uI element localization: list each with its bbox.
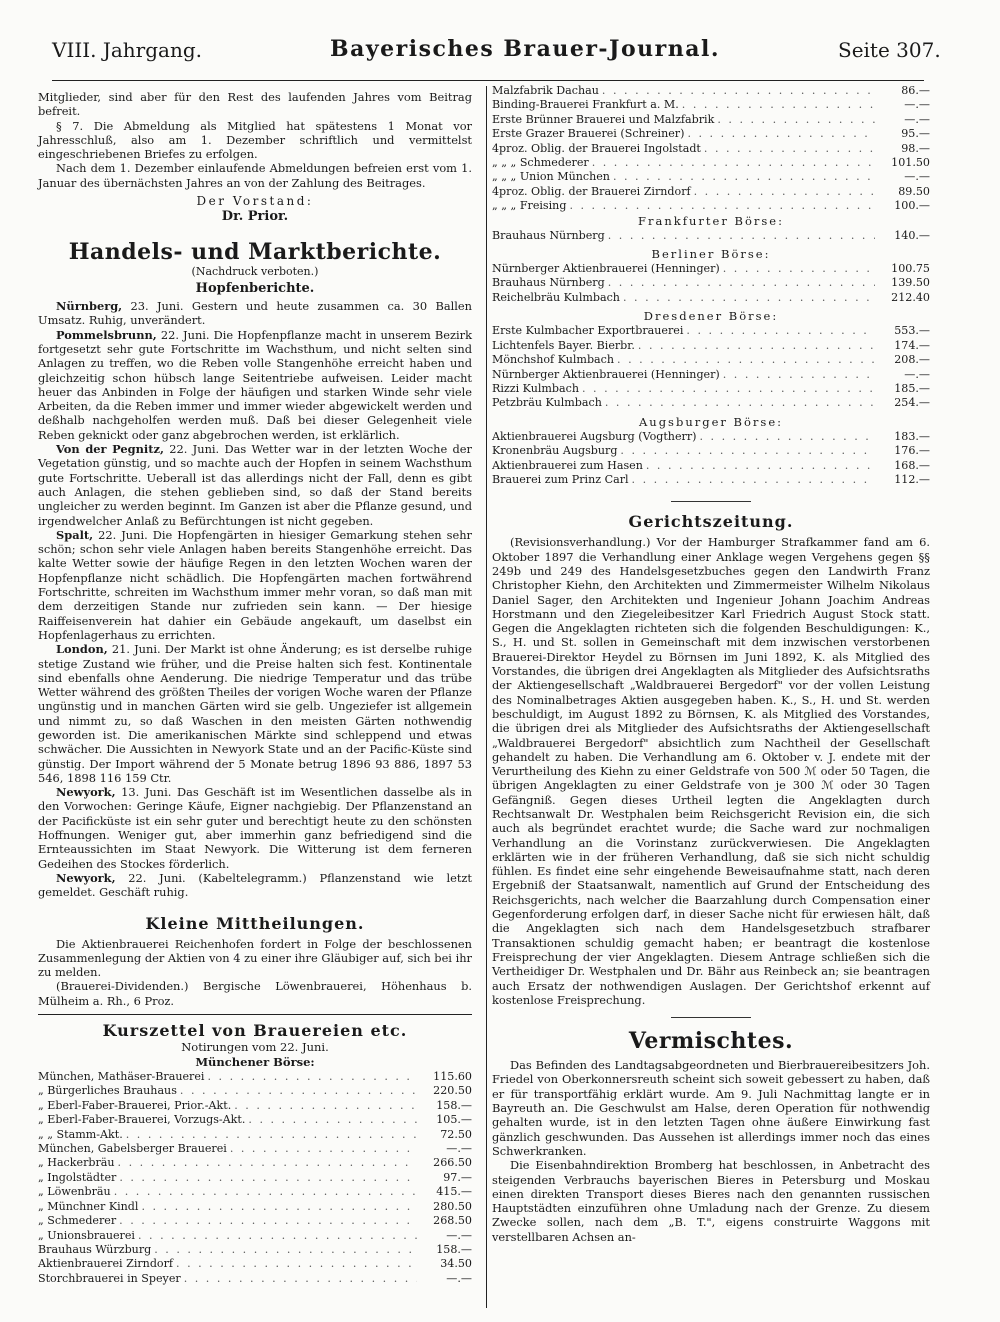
quote-value: 212.40	[891, 290, 930, 304]
quote-name: „ Bürgerliches Brauhaus	[38, 1084, 177, 1098]
report-place: Newyork,	[56, 785, 116, 800]
section-title-gerichtszeitung: Gerichtszeitung.	[628, 512, 794, 532]
quote-name: 4proz. Oblig. der Brauerei Zirndorf	[492, 184, 691, 198]
quote-value: —.—	[446, 1142, 472, 1156]
header-rule	[52, 80, 924, 81]
quote-name: Brauhaus Würzburg	[38, 1242, 152, 1256]
left-column	[38, 90, 472, 1286]
quote-value: 34.50	[440, 1257, 472, 1271]
quote-row	[492, 98, 930, 112]
quote-row	[38, 1214, 472, 1228]
right-column	[492, 84, 930, 1244]
quote-value: 105.—	[436, 1113, 472, 1127]
report-place: Von der Pegnitz,	[56, 442, 164, 457]
quote-value: 100.75	[891, 262, 930, 276]
quote-name: „ Ingolstädter	[38, 1170, 117, 1184]
journal-title: Bayerisches Brauer-Journal.	[330, 36, 720, 62]
report-paragraph: Newyork, 13. Juni. Das Geschäft ist im Wesentlichen dasselbe als in den Vorwochen: Geringe Käufe, Eigner nachgiebig. Der Pflanzenstand an der Pacificküste ist ein sehr guter und berechtigt heute zu den schönsten Hoffnungen. Weniger gut, aber immerhin ganz befriedigend sind die Ernteaussichten im Staat Newyork. Die Witterung ist dem ferneren Gedeihen des Stockes förderlich.	[38, 785, 472, 871]
misc-paragraph: Die Eisenbahndirektion Bromberg hat beschlossen, in Anbetracht des steigenden Verbrauchs bayerischen Bieres in Petersburg und Moskau einen direkten Transport dieses Bieres nach den genannten russischen Hauptstädten einzuführen ohne Umladung nach der Grenze. Zu diesem Zwecke sollen, nach dem „B. T.", eigens construirte Waggons mit verstellbaren Achsen an-	[492, 1158, 930, 1244]
quote-value: 115.60	[433, 1070, 472, 1084]
report-place: Newyork,	[56, 870, 116, 885]
page-number: Seite 307.	[838, 38, 941, 62]
quote-name: Erste Kulmbacher Exportbrauerei	[492, 324, 684, 338]
page-header	[0, 30, 1000, 80]
news-paragraph: (Brauerei-Dividenden.) Bergische Löwenbrauerei, Höhenhaus b. Mülheim a. Rh., 6 Proz.	[38, 979, 472, 1008]
quote-value: 185.—	[894, 381, 930, 395]
quote-row	[492, 127, 930, 141]
quote-row	[492, 459, 930, 473]
quote-name: Binding-Brauerei Frankfurt a. M.	[492, 98, 679, 112]
report-paragraph: Spalt, 22. Juni. Die Hopfengärten in hiesiger Gemarkung stehen sehr schön; schon sehr viele Anlagen haben bereits Stangenhöhe erreicht. Das kalte Wetter sowie der häufige Regen in den letzten Wochen waren der Hopfenpflanze nicht schädlich. Die Hopfengärten machen fortwährend Fortschritte, schreiten im Wachsthum immer mehr voran, so daß man mit dem derzeitigen Stande nur zufrieden sein kann. — Der hiesige Raiffeisenverein hat dahier ein Gebäude angekauft, um daselbst ein Hopfenlagerhaus zu errichten.	[38, 527, 472, 642]
section-title-kurszettel: Kurszettel von Brauereien etc.	[102, 1021, 408, 1041]
exchange-label: Dresdener Börse:	[643, 309, 779, 324]
quote-value: 176.—	[894, 444, 930, 458]
quote-value: 98.—	[901, 141, 930, 155]
quote-name: Rizzi Kulmbach	[492, 381, 579, 395]
quotation-date: Notirungen vom 22. Juni.	[181, 1040, 329, 1055]
quote-value: 158.—	[436, 1098, 472, 1112]
exchange-label: Frankfurter Börse:	[638, 213, 784, 228]
quote-row	[492, 84, 930, 98]
quote-row	[492, 368, 930, 382]
quote-row	[492, 339, 930, 353]
quote-value: —.—	[446, 1228, 472, 1242]
news-paragraph: Die Aktienbrauerei Reichenhofen fordert in Folge der beschlossenen Zusammenlegung der Aktien von 4 zu einer ihre Gläubiger auf, sich bei ihr zu melden.	[38, 936, 472, 980]
volume-label: VIII. Jahrgang.	[52, 38, 203, 62]
quote-name: „ Eberl-Faber-Brauerei, Vorzugs-Akt.	[38, 1113, 246, 1127]
quote-row	[492, 430, 930, 444]
report-paragraph: Newyork, 22. Juni. (Kabeltelegramm.) Pflanzenstand wie letzt gemeldet. Geschäft ruhig.	[38, 870, 472, 900]
quote-name: Mönchshof Kulmbach	[492, 353, 615, 367]
quote-value: 415.—	[436, 1185, 472, 1199]
quote-value: 72.50	[440, 1127, 472, 1141]
quote-name: Brauerei zum Prinz Carl	[492, 472, 629, 486]
report-paragraph: Nürnberg, 23. Juni. Gestern und heute zusammen ca. 30 Ballen Umsatz. Ruhig, unverändert.	[38, 299, 472, 328]
exchange-label: Augsburger Börse:	[638, 414, 783, 429]
quote-value: 100.—	[894, 199, 930, 213]
quote-value: —.—	[904, 367, 930, 381]
quote-row	[38, 1128, 472, 1142]
exchange-label: Münchener Börse:	[195, 1055, 315, 1070]
report-place: London,	[56, 642, 108, 657]
quote-table-misc	[492, 84, 930, 214]
quote-name: „ „ „ Schmederer	[492, 156, 589, 170]
quote-value: 158.—	[436, 1242, 472, 1256]
quote-row	[492, 229, 930, 243]
quote-row	[492, 170, 930, 184]
quote-row	[492, 156, 930, 170]
quote-value: 112.—	[894, 472, 930, 486]
quote-name: Nürnberger Aktienbrauerei (Henninger)	[492, 367, 720, 381]
quote-row	[492, 113, 930, 127]
quote-name: Erste Grazer Brauerei (Schreiner)	[492, 127, 685, 141]
section-title-kleine-mittheilungen: Kleine Mittheilungen.	[145, 913, 365, 933]
quote-value: 97.—	[443, 1170, 472, 1184]
quote-row	[492, 185, 930, 199]
quote-name: Lichtenfels Bayer. Bierbr.	[492, 338, 635, 352]
quote-name: „ Schmederer	[38, 1214, 117, 1228]
report-place: Nürnberg,	[56, 299, 123, 314]
quote-row	[492, 382, 930, 396]
quote-value: 86.—	[901, 84, 930, 97]
intro-paragraph: Nach dem 1. Dezember einlaufende Abmeldungen befreien erst vom 1. Januar des übernächsten Jahres an von der Zahlung des Beitrages.	[38, 161, 472, 190]
exchange-label: Berliner Börse:	[651, 247, 771, 262]
vorstand-label: Der Vorstand:	[196, 194, 314, 209]
quote-value: 139.50	[891, 276, 930, 290]
report-paragraph: Pommelsbrunn, 22. Juni. Die Hopfenpflanze macht in unserem Bezirk fortgesetzt sehr gute Fortschritte im Wachsthum, und nicht selten sind Anlagen zu treffen, wo die Reben volle Stangenhöhe erreicht haben und gleichzeitig schon hübsch lange Seitentriebe aufweisen. Leider macht heuer das Anbinden in Folge der häufigen und starken Winde sehr viele Arbeiten, da die Reben immer und immer wieder abgewickelt werden und deßhalb nachgeholfen werden muß. Daß bei dieser Gelegenheit viele Reben geknickt oder ganz abgebrochen werden, ist erklärlich.	[38, 327, 472, 442]
quote-value: —.—	[904, 112, 930, 126]
quote-value: 268.50	[433, 1214, 472, 1228]
quote-value: 89.50	[898, 184, 930, 198]
quote-value: —.—	[904, 98, 930, 112]
quote-name: Aktienbrauerei zum Hasen	[492, 458, 643, 472]
quote-row	[38, 1099, 472, 1113]
quote-value: 183.—	[894, 429, 930, 443]
quote-name: „ „ Stamm-Akt.	[38, 1127, 123, 1141]
quote-row	[38, 1185, 472, 1199]
quote-value: 254.—	[894, 396, 930, 410]
quote-value: 168.—	[894, 458, 930, 472]
quote-value: 101.50	[891, 156, 930, 170]
quote-row	[38, 1084, 472, 1098]
report-place: Spalt,	[56, 527, 94, 542]
quote-name: „ Löwenbräu	[38, 1185, 111, 1199]
quote-row	[38, 1272, 472, 1286]
quote-name: Reichelbräu Kulmbach	[492, 290, 620, 304]
quote-value: 220.50	[433, 1084, 472, 1098]
quote-row	[492, 199, 930, 213]
quote-value: —.—	[904, 170, 930, 184]
intro-paragraph: § 7. Die Abmeldung als Mitglied hat spätestens 1 Monat vor Jahresschluß, also am 1. Dezember schriftlich und vermittelst eingeschriebenen Briefes zu erfolgen.	[38, 118, 472, 162]
quote-name: Storchbrauerei in Speyer	[38, 1271, 181, 1285]
quote-name: Brauhaus Nürnberg	[492, 228, 605, 242]
quote-name: „ Unionsbrauerei	[38, 1228, 135, 1242]
quote-row	[492, 396, 930, 410]
section-title-vermischtes: Vermischtes.	[628, 1028, 794, 1055]
quote-name: Nürnberger Aktienbrauerei (Henninger)	[492, 262, 720, 276]
quote-value: 95.—	[901, 127, 930, 141]
quote-name: „ Eberl-Faber-Brauerei, Prior.-Akt.	[38, 1098, 232, 1112]
quote-name: München, Mathäser-Brauerei	[38, 1070, 205, 1084]
quote-row	[492, 276, 930, 290]
quote-value: 553.—	[894, 324, 930, 338]
quote-name: 4proz. Oblig. der Brauerei Ingolstadt	[492, 141, 701, 155]
quote-row	[38, 1070, 472, 1084]
quote-row	[492, 262, 930, 276]
section-title-handelsberichte: Handels- und Marktberichte.	[68, 239, 442, 266]
quote-row	[492, 324, 930, 338]
quote-row	[38, 1200, 472, 1214]
court-report-paragraph: (Revisionsverhandlung.) Vor der Hamburger Strafkammer fand am 6. Oktober 1897 die Verhandlung einer Anklage wegen Vergehens gegen §§ 249b und 249 des Handelsgesetzbuches gegen den Landwirth Franz Christopher Kiehn, den Architekten und Zimmermeister Wilhelm Nikolaus Daniel Sager, den Architekten und Ingenieur Johann Joachim Andreas Horstmann und den Ziegeleibesitzer Karl Friedrich August Stock statt. Gegen die Angeklagten richteten sich die folgenden Beschuldigungen: K., S., H. und St. sollen in Gemeinschaft mit dem inzwischen verstorbenen Brauerei-Direktor Heydel zu Börnsen im Juni 1892, K. als Mitglied des Vorstandes, die übrigen drei Angeklagten als Mitglieder des Aufsichtsraths der Aktiengesellschaft „Waldbrauerei Bergedorf" vor der vollen Leistung des Nominalbetrages Aktien ausgegeben haben. K., S., H. und St. werden beschuldigt, im August 1892 zu Börnsen, K. als Mitglied des Vorstandes, die übrigen drei als Mitglieder des Aufsichtsraths der Aktiengesellschaft „Waldbrauerei Bergedorf" absichtlich zum Nachtheil der Gesellschaft gehandelt zu haben. Die Verhandlung am 6. Oktober v. J. endete mit der Verurtheilung des Kiehn zu einer Geldstrafe von 500 ℳ oder 50 Tagen, die übrigen Angeklagten zu einer Geldstrafe von je 300 ℳ oder 30 Tagen Gefängniß. Gegen dieses Urtheil legten die Angeklagten durch Rechtsanwalt Dr. Westphalen beim Reichsgericht Revision ein, die sich auch als begründet erachtet wurde; die Sache ward zur nochmaligen Verhandlung an die Vorinstanz zurückverwiesen. Die Angeklagten erklärten wie in der früheren Verhandlung, daß sie sich nicht schuldig fühlen. Es findet eine sehr eingehende Beweisaufnahme statt, nach deren Ergebniß der Staatsanwalt, namentlich auf Grund der Entscheidung des Reichsgerichts, nach welcher die Baarzahlung durch Compensation einer Gegenforderung erfolgen darf, in dieser Sache nicht für erwiesen hält, daß die Angeklagten sich nach dem Handelsgesetzbuch strafbarer Transaktionen schuldig gemacht haben; er beantragt die kostenlose Freisprechung der vier Angeklagten. Diesem Antrage schließen sich die Vertheidiger Dr. Westphalen und Dr. Bähr aus Reinbeck an; sie beantragen auch Ersatz der nothwendigen Auslagen. Der Gerichtshof erkennt auf kostenlose Freisprechung.	[492, 535, 930, 1007]
quote-row	[38, 1229, 472, 1243]
quote-row	[492, 353, 930, 367]
quote-name: Kronenbräu Augsburg	[492, 444, 618, 458]
quote-value: 280.50	[433, 1199, 472, 1213]
quote-name: Petzbräu Kulmbach	[492, 396, 602, 410]
quote-row	[38, 1142, 472, 1156]
quote-name: „ Münchner Kindl	[38, 1199, 139, 1213]
vorstand-name: Dr. Prior.	[221, 209, 289, 225]
quote-value: —.—	[446, 1271, 472, 1285]
quote-name: „ „ „ Freising	[492, 199, 567, 213]
quote-row	[38, 1113, 472, 1127]
quote-row	[38, 1243, 472, 1257]
column-divider	[486, 86, 487, 1308]
report-place: Pommelsbrunn,	[56, 327, 157, 342]
quote-name: München, Gabelsberger Brauerei	[38, 1142, 227, 1156]
quote-name: Erste Brünner Brauerei und Malzfabrik	[492, 112, 715, 126]
reprint-note: (Nachdruck verboten.)	[191, 265, 319, 279]
misc-paragraph: Das Befinden des Landtagsabgeordneten und Bierbrauereibesitzers Joh. Friedel von Oberkonnersreuth scheint sich soweit gebessert zu haben, daß er für transportfähig erklärt wurde. Am 9. Juli Nachmittag langte er in Bayreuth an. Die Geschwulst am Halse, deren Operation für nothwendig gehalten wurde, ist in den letzten Tagen ohne äußere Einwirkung fast gänzlich geschwunden. Das Aussehen ist allerdings immer noch das eines Schwerkranken.	[492, 1058, 930, 1158]
quote-row	[492, 291, 930, 305]
quote-value: 174.—	[894, 338, 930, 352]
report-paragraph: Von der Pegnitz, 22. Juni. Das Wetter war in der letzten Woche der Vegetation günstig, und so machte auch der Hopfen in seinem Wachsthum gute Fortschritte. Ueberall ist das allerdings nicht der Fall, denn es gibt auch Anlagen, die stehen geblieben sind, so daß der Stand bereits ungleicher zu werden beginnt. Im Ganzen ist aber die Pflanze gesund, und irgendwelcher Anlaß zu Befürchtungen ist nicht gegeben.	[38, 442, 472, 528]
quote-name: Aktienbrauerei Augsburg (Vogtherr)	[492, 429, 697, 443]
quote-name: Aktienbrauerei Zirndorf	[38, 1257, 174, 1271]
quote-name: Malzfabrik Dachau	[492, 84, 599, 97]
quote-value: 266.50	[433, 1156, 472, 1170]
quote-row	[492, 142, 930, 156]
intro-paragraph: Mitglieder, sind aber für den Rest des laufenden Jahres vom Beitrag befreit.	[38, 90, 472, 119]
quote-name: Brauhaus Nürnberg	[492, 276, 605, 290]
report-paragraph: London, 21. Juni. Der Markt ist ohne Änderung; es ist derselbe ruhige stetige Zustand wie früher, und die Preise halten sich fest. Kontinentale sind ebenfalls ohne Aenderung. Die niedrige Temperatur und das trübe Wetter während des größten Theiles der vorigen Woche waren der Pflanze ungünstig und in manchen Gärten wird sie gelb. Ungeziefer ist allgemein und nimmt zu, so daß Waschen in den meisten Gärten nothwendig geworden ist. Die amerikanischen Märkte sind schleppend und etwas schwächer. Die Aussichten in Newyork State und an der Pacific-Küste sind günstig. Der Import während der 5 Monate betrug 1896 93 886, 1897 53 546, 1898 116 159 Ctr.	[38, 642, 472, 785]
quote-table-munich	[38, 1070, 472, 1286]
quote-row	[38, 1171, 472, 1185]
quote-row	[492, 444, 930, 458]
quote-name: „ „ „ Union München	[492, 170, 610, 184]
quote-name: „ Hackerbräu	[38, 1156, 115, 1170]
quote-value: 140.—	[894, 228, 930, 242]
quote-row	[38, 1257, 472, 1271]
subsection-title-hopfenberichte: Hopfenberichte.	[195, 281, 315, 297]
quote-row	[492, 473, 930, 487]
quote-row	[38, 1156, 472, 1170]
quote-value: 208.—	[894, 353, 930, 367]
